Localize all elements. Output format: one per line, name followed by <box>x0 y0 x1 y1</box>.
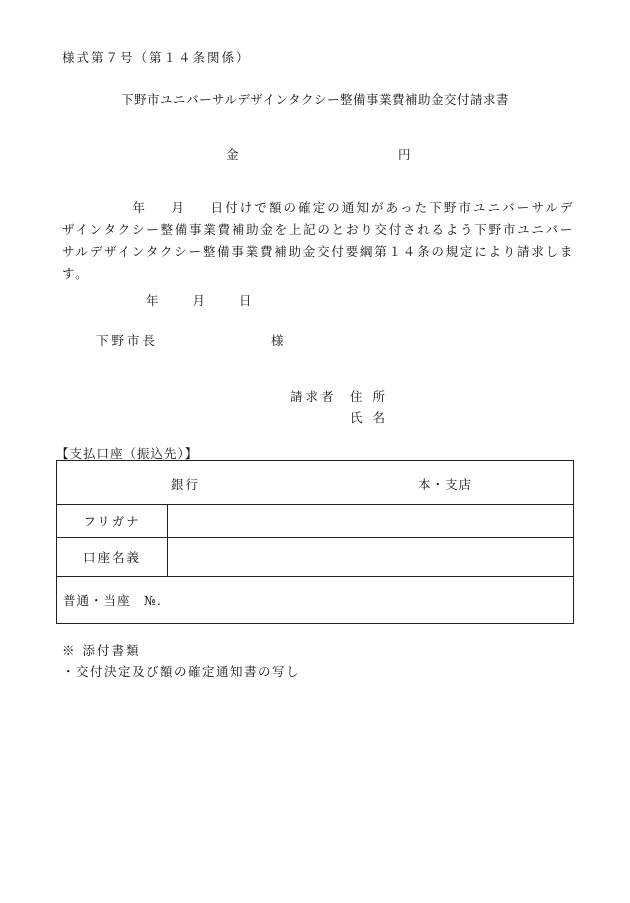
date-line <box>146 291 251 309</box>
date-year: 年 <box>146 293 159 308</box>
claimant-name-label: 氏名 <box>350 410 396 425</box>
date-month: 月 <box>192 293 205 308</box>
date-day: 日 <box>238 293 252 308</box>
table-row <box>57 577 574 624</box>
account-holder-label: 口座名義 <box>57 538 168 577</box>
claimant-address-label: 住所 <box>350 389 396 404</box>
bank-cell[interactable] <box>57 461 574 505</box>
table-row <box>57 505 574 538</box>
account-holder-field[interactable] <box>168 538 574 577</box>
furigana-label: フリガナ <box>57 505 168 538</box>
amount-suffix: 円 <box>398 147 411 162</box>
claimant-label: 請求者 <box>290 389 337 404</box>
body-year: 年 <box>132 200 148 215</box>
amount-prefix: 金 <box>226 147 239 162</box>
bank-label: 銀行 <box>171 477 201 492</box>
account-table <box>56 460 574 624</box>
form-number: 様式第７号（第１４条関係） <box>62 50 251 65</box>
addressee-honorific: 様 <box>271 333 284 348</box>
attachments-heading: ※ 添付書類 <box>62 643 141 658</box>
request-body-text <box>62 197 574 285</box>
body-month: 月 <box>171 200 187 215</box>
table-row <box>57 538 574 577</box>
account-type-label: 普通・当座 №. <box>63 593 162 608</box>
account-type-cell[interactable] <box>57 577 574 624</box>
table-row <box>57 461 574 505</box>
account-heading: 【支払口座（振込先）】 <box>56 446 199 461</box>
branch-label: 本・支店 <box>418 477 473 492</box>
document-title: 下野市ユニバーサルデザインタクシー整備事業費補助金交付請求書 <box>120 92 509 107</box>
attachment-item: ・交付決定及び額の確定通知書の写し <box>62 664 301 679</box>
furigana-field[interactable] <box>168 505 574 538</box>
addressee-name: 下野市長 <box>96 333 159 348</box>
body-paragraph: 日付けで額の確定の通知があった下野市ユニバーサルデザインタクシー整備事業費補助金を上記のとおり交付されるよう下野市ユニバーサルデザインタクシー整備事業費補助金交付要綱第１４条の規定により請求します。 <box>62 200 574 281</box>
